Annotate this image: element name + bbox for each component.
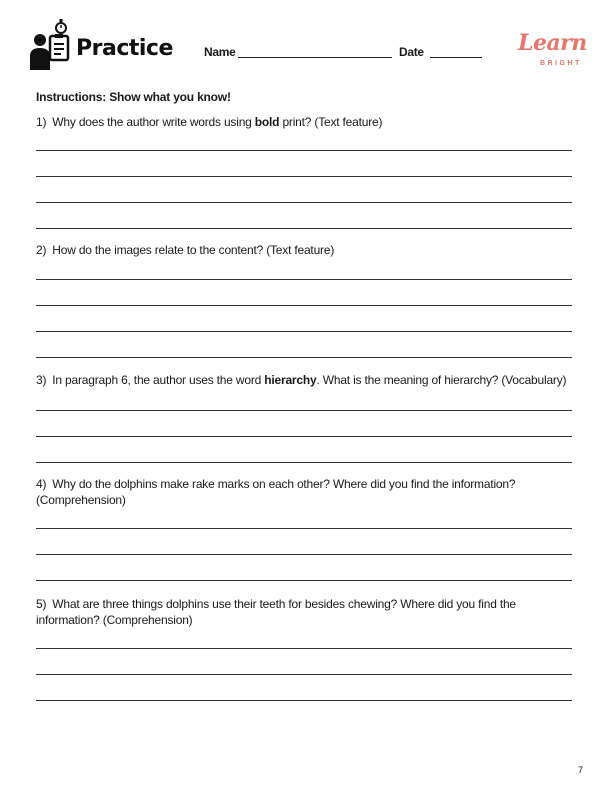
question-3 (36, 372, 576, 388)
question-number: 3) (36, 373, 47, 387)
answer-line[interactable] (36, 176, 572, 177)
logo-subtitle: BRIGHT (540, 60, 582, 67)
question-text-tail: print? (Text feature) (279, 115, 383, 129)
answer-line[interactable] (36, 279, 572, 280)
student-clipboard-icon (28, 18, 72, 72)
date-label: Date (399, 45, 424, 59)
answer-line[interactable] (36, 462, 572, 463)
question-text: In paragraph 6, the author uses the word (52, 373, 265, 387)
answer-line[interactable] (36, 674, 572, 675)
answer-line[interactable] (36, 331, 572, 332)
page-title: Practice (76, 36, 173, 61)
question-text: How do the images relate to the content? (Text feature) (52, 243, 335, 257)
instructions-heading: Instructions: Show what you know! (36, 90, 231, 104)
answer-line[interactable] (36, 410, 572, 411)
question-2 (36, 242, 576, 258)
answer-line[interactable] (36, 700, 572, 701)
question-5 (36, 596, 576, 628)
question-text: Why do the dolphins make rake marks on each other? Where did you find the information? (Comprehension) (36, 477, 516, 507)
question-1 (36, 114, 576, 130)
page-number: 7 (578, 765, 584, 775)
question-bold-term: bold (254, 115, 280, 129)
question-text: Why does the author write words using (52, 115, 255, 129)
question-text: What are three things dolphins use their teeth for besides chewing? Where did you find the information? (Comprehension) (36, 597, 516, 627)
logo-word: Learn (518, 30, 587, 56)
answer-line[interactable] (36, 202, 572, 203)
answer-line[interactable] (36, 357, 572, 358)
question-number: 1) (36, 115, 47, 129)
answer-line[interactable] (36, 580, 572, 581)
answer-line[interactable] (36, 528, 572, 529)
name-field[interactable] (238, 57, 392, 58)
worksheet-header (28, 18, 588, 74)
date-field[interactable] (430, 57, 482, 58)
answer-line[interactable] (36, 648, 572, 649)
question-number: 4) (36, 477, 47, 491)
answer-line[interactable] (36, 436, 572, 437)
answer-line[interactable] (36, 305, 572, 306)
question-4 (36, 476, 576, 508)
learn-bright-logo (514, 30, 594, 80)
answer-line[interactable] (36, 150, 572, 151)
name-label: Name (204, 45, 236, 59)
question-text-tail: . What is the meaning of hierarchy? (Vocabulary) (316, 373, 567, 387)
question-number: 2) (36, 243, 47, 257)
answer-line[interactable] (36, 554, 572, 555)
question-bold-term: hierarchy (264, 373, 317, 387)
answer-line[interactable] (36, 228, 572, 229)
question-number: 5) (36, 597, 47, 611)
